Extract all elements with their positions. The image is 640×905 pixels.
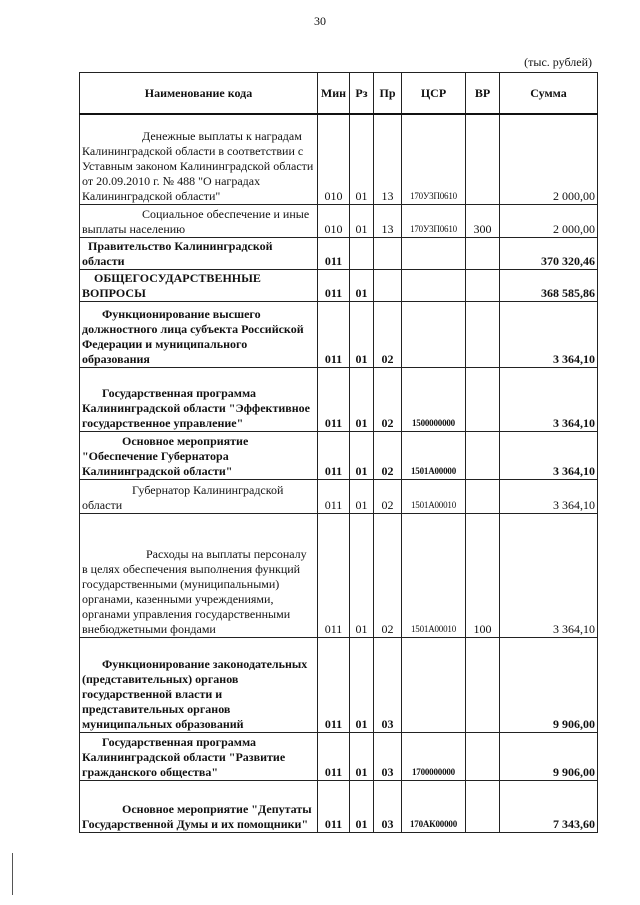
table-row — [80, 637, 598, 732]
row-sum: 9 906,00 — [500, 637, 598, 732]
row-min: 011 — [318, 367, 350, 431]
row-sum: 9 906,00 — [500, 732, 598, 780]
row-min: 011 — [318, 237, 350, 269]
table-row — [80, 301, 598, 367]
row-vr — [466, 269, 500, 301]
row-rz: 01 — [350, 367, 374, 431]
row-name-text: Социальное обеспечение и иные выплаты населению — [82, 206, 310, 236]
table-row — [80, 513, 598, 637]
header-row — [80, 73, 598, 115]
row-rz: 01 — [350, 732, 374, 780]
row-min: 011 — [318, 479, 350, 513]
row-sum: 370 320,46 — [500, 237, 598, 269]
row-vr — [466, 114, 500, 204]
row-rz: 01 — [350, 269, 374, 301]
table-row — [80, 732, 598, 780]
row-name-text: Государственная программа Калининградской области "Эффективное государственное управление" — [82, 385, 310, 430]
row-csr: 170АК00000 — [402, 780, 466, 832]
row-name-text: Расходы на выплаты персоналу в целях обеспечения выполнения функций государственными (муниципальными) органами, казенными учреждениями, органами управления государственными внебюджетными фондами — [82, 546, 307, 636]
units-label: (тыс. рублей) — [524, 55, 592, 69]
row-name — [80, 479, 318, 513]
row-rz: 01 — [350, 204, 374, 237]
row-pr: 02 — [374, 513, 402, 637]
header-pr: Пр — [374, 73, 402, 115]
row-name-text: Правительство Калининградской области — [82, 238, 273, 268]
row-name — [80, 237, 318, 269]
row-name — [80, 732, 318, 780]
row-pr — [374, 237, 402, 269]
row-pr: 13 — [374, 204, 402, 237]
row-vr — [466, 637, 500, 732]
row-rz: 01 — [350, 513, 374, 637]
row-name-text: Основное мероприятие "Обеспечение Губернатора Калининградской области" — [82, 433, 249, 478]
row-name-text: Губернатор Калининградской области — [82, 482, 284, 512]
row-pr: 03 — [374, 637, 402, 732]
row-min: 011 — [318, 732, 350, 780]
row-vr — [466, 780, 500, 832]
row-min: 011 — [318, 301, 350, 367]
table-row — [80, 114, 598, 204]
table-row — [80, 367, 598, 431]
row-pr: 02 — [374, 479, 402, 513]
row-pr: 03 — [374, 780, 402, 832]
row-rz: 01 — [350, 780, 374, 832]
row-sum: 3 364,10 — [500, 301, 598, 367]
row-vr — [466, 301, 500, 367]
row-vr: 300 — [466, 204, 500, 237]
header-min: Мин — [318, 73, 350, 115]
row-sum: 368 585,86 — [500, 269, 598, 301]
row-vr: 100 — [466, 513, 500, 637]
row-rz: 01 — [350, 637, 374, 732]
row-pr: 03 — [374, 732, 402, 780]
row-name — [80, 301, 318, 367]
row-name — [80, 513, 318, 637]
row-pr: 02 — [374, 301, 402, 367]
row-name — [80, 780, 318, 832]
row-csr: 1501А00000 — [402, 431, 466, 479]
row-pr: 13 — [374, 114, 402, 204]
row-name-text: Основное мероприятие "Депутаты Государственной Думы и их помощники" — [82, 801, 312, 831]
budget-table — [79, 72, 598, 833]
row-csr — [402, 301, 466, 367]
row-vr — [466, 732, 500, 780]
table-row — [80, 431, 598, 479]
row-name — [80, 367, 318, 431]
row-sum: 7 343,60 — [500, 780, 598, 832]
row-csr — [402, 237, 466, 269]
row-name-text: Денежные выплаты к наградам Калининградской области в соответствии с Уставным законом Калининградской области от 20.09.2010 г. № 488 "О наградах Калининградской области" — [82, 128, 314, 203]
row-name — [80, 637, 318, 732]
header-vr: ВР — [466, 73, 500, 115]
header-csr: ЦСР — [402, 73, 466, 115]
table-row — [80, 269, 598, 301]
row-name-text: Государственная программа Калининградской области "Развитие гражданского общества" — [82, 734, 286, 779]
row-csr: 1700000000 — [402, 732, 466, 780]
table-row — [80, 204, 598, 237]
row-csr: 1501А00010 — [402, 479, 466, 513]
row-vr — [466, 237, 500, 269]
row-pr — [374, 269, 402, 301]
row-rz: 01 — [350, 431, 374, 479]
row-sum: 2 000,00 — [500, 114, 598, 204]
row-min: 011 — [318, 637, 350, 732]
row-min: 011 — [318, 513, 350, 637]
row-rz: 01 — [350, 301, 374, 367]
row-pr: 02 — [374, 367, 402, 431]
row-sum: 3 364,10 — [500, 367, 598, 431]
table-row — [80, 237, 598, 269]
row-csr: 1500000000 — [402, 367, 466, 431]
row-sum: 3 364,10 — [500, 479, 598, 513]
row-min: 011 — [318, 780, 350, 832]
scan-edge-line — [12, 853, 13, 895]
row-name — [80, 269, 318, 301]
row-csr — [402, 269, 466, 301]
header-name: Наименование кода — [80, 73, 318, 115]
row-sum: 3 364,10 — [500, 513, 598, 637]
row-sum: 2 000,00 — [500, 204, 598, 237]
row-vr — [466, 431, 500, 479]
table-row — [80, 780, 598, 832]
table-row — [80, 479, 598, 513]
row-vr — [466, 479, 500, 513]
row-rz: 01 — [350, 479, 374, 513]
row-pr: 02 — [374, 431, 402, 479]
row-csr — [402, 637, 466, 732]
row-name — [80, 114, 318, 204]
row-min: 010 — [318, 114, 350, 204]
row-rz — [350, 237, 374, 269]
row-sum: 3 364,10 — [500, 431, 598, 479]
row-min: 011 — [318, 431, 350, 479]
row-name-text: ОБЩЕГОСУДАРСТВЕННЫЕ ВОПРОСЫ — [82, 270, 261, 300]
header-sum: Сумма — [500, 73, 598, 115]
row-name-text: Функционирование высшего должностного лица субъекта Российской Федерации и муниципального образования — [82, 306, 304, 366]
row-min: 011 — [318, 269, 350, 301]
row-vr — [466, 367, 500, 431]
header-rz: Рз — [350, 73, 374, 115]
row-min: 010 — [318, 204, 350, 237]
row-name-text: Функционирование законодательных (представительных) органов государственной власти и представительных органов муниципальных образований — [82, 656, 308, 731]
row-name — [80, 204, 318, 237]
row-rz: 01 — [350, 114, 374, 204]
row-csr: 170У3П0610 — [402, 204, 466, 237]
page-number: 30 — [314, 14, 326, 28]
row-csr: 170У3П0610 — [402, 114, 466, 204]
row-name — [80, 431, 318, 479]
row-csr: 1501А00010 — [402, 513, 466, 637]
